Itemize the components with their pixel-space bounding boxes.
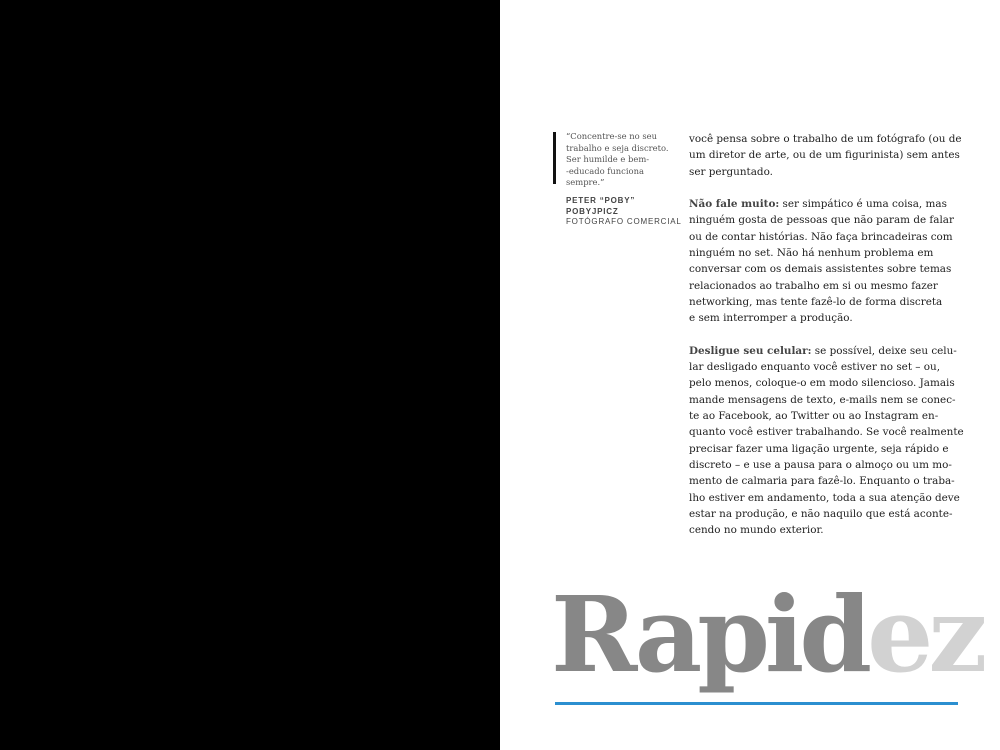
sidebar-author-role: FOTÓGRAFO COMERCIAL	[566, 217, 682, 226]
sidebar-quote-line: “Concentre-se no seu	[566, 131, 657, 141]
body-line: ou de contar histórias. Não faça brincadeiras com	[689, 230, 953, 243]
body-line-text: se possível, deixe seu celu-	[811, 344, 957, 357]
body-line	[689, 343, 979, 359]
sidebar-author-line: PETER “POBY”	[566, 196, 636, 205]
sidebar-author-line: POBYJPICZ	[566, 207, 619, 216]
body-line: ninguém gosta de pessoas que não param de falar	[689, 214, 954, 227]
body-line: ninguém no set. Não há nenhum problema em	[689, 247, 934, 260]
body-line: e sem interromper a produção.	[689, 312, 853, 325]
body-line	[689, 196, 979, 212]
paragraph	[689, 196, 979, 326]
paragraph	[689, 343, 979, 539]
body-line: te ao Facebook, ao Twitter ou ao Instagram en-	[689, 410, 939, 423]
pull-quote-line: o fotógrafo está fazendo.”	[60, 491, 439, 526]
body-line: precisar fazer uma ligação urgente, seja rápido e	[689, 442, 949, 455]
sidebar-author	[566, 195, 635, 217]
body-line: mento de calmaria para fazê-lo. Enquanto o traba-	[689, 475, 955, 488]
sidebar-quote-bar	[553, 132, 556, 184]
body-line: ser perguntado.	[689, 165, 773, 178]
paragraph-heading: Não fale muito:	[689, 198, 780, 211]
body-line: relacionados ao trabalho em si ou mesmo fazer	[689, 279, 938, 292]
pull-quote-line: quando perguntado.	[60, 382, 358, 417]
body-line: você pensa sobre o trabalho de um fotógrafo (ou de	[689, 133, 962, 145]
body-line-text: ser simpático é uma coisa, mas	[779, 198, 947, 211]
body-line: networking, mas tente fazê-lo de forma discreta	[689, 295, 943, 308]
sidebar-quote	[566, 131, 686, 189]
title-underline	[555, 702, 958, 705]
section-title	[551, 575, 982, 695]
quote-author: DOUG MENUEZ	[60, 532, 176, 548]
pull-quote-line: ser uma celebridade.	[60, 273, 370, 308]
section-title-light: ez	[867, 573, 983, 696]
body-line: conversar com os demais assistentes sobre temas	[689, 263, 952, 276]
paragraph-heading: Desligue seu celular:	[689, 344, 812, 357]
body-line: lar desligado enquanto você estiver no set – ou,	[689, 361, 941, 374]
pull-quote-line: tarefa e acompanhe o que	[60, 454, 443, 489]
pull-quote-line: Como regra geral, tente	[60, 310, 414, 345]
sidebar-quote-line: -educado funciona	[566, 165, 644, 176]
body-line: lho estiver em andamento, toda a sua atenção deve	[689, 491, 960, 504]
body-text	[689, 131, 979, 555]
pull-quote-line: de interagir com o/a	[60, 165, 358, 200]
section-title-dark: Rapid	[551, 573, 868, 696]
body-line: um diretor de arte, ou de um figurinista) sem antes	[689, 149, 960, 162]
pull-quote-line: “Pode ser que você tenha	[60, 129, 434, 163]
pull-quote-line: não falar sobre si, mesmo	[60, 346, 438, 381]
body-line: mande mensagens de texto, e-mails nem se conec-	[689, 393, 956, 406]
pull-quote-line: Mantenha seu foco na	[60, 418, 385, 453]
body-line: estar na produção, e não naquilo que está aconte-	[689, 507, 953, 520]
sidebar-quote-line: Ser humilde e bem-	[566, 154, 650, 164]
paragraph	[689, 131, 979, 180]
body-line: discreto – e use a pausa para o almoço ou um mo-	[689, 458, 952, 471]
pull-quote-line: eventualmente, ele/ela	[60, 237, 394, 272]
pull-quote-line: modelo no set – e,	[60, 201, 325, 236]
quote-author-role: FOTÓGRAFO COMERCIAL E DOCUMENTARISTA	[60, 549, 372, 563]
body-line: cendo no mundo exterior.	[689, 524, 824, 537]
body-line: quanto você estiver trabalhando. Se você realmente	[689, 426, 964, 439]
sidebar-quote-line: sempre.”	[566, 177, 605, 187]
pull-quote	[60, 128, 485, 526]
sidebar-quote-line: trabalho e seja discreto.	[566, 142, 669, 153]
body-line: pelo menos, coloque-o em modo silencioso. Jamais	[689, 377, 955, 390]
